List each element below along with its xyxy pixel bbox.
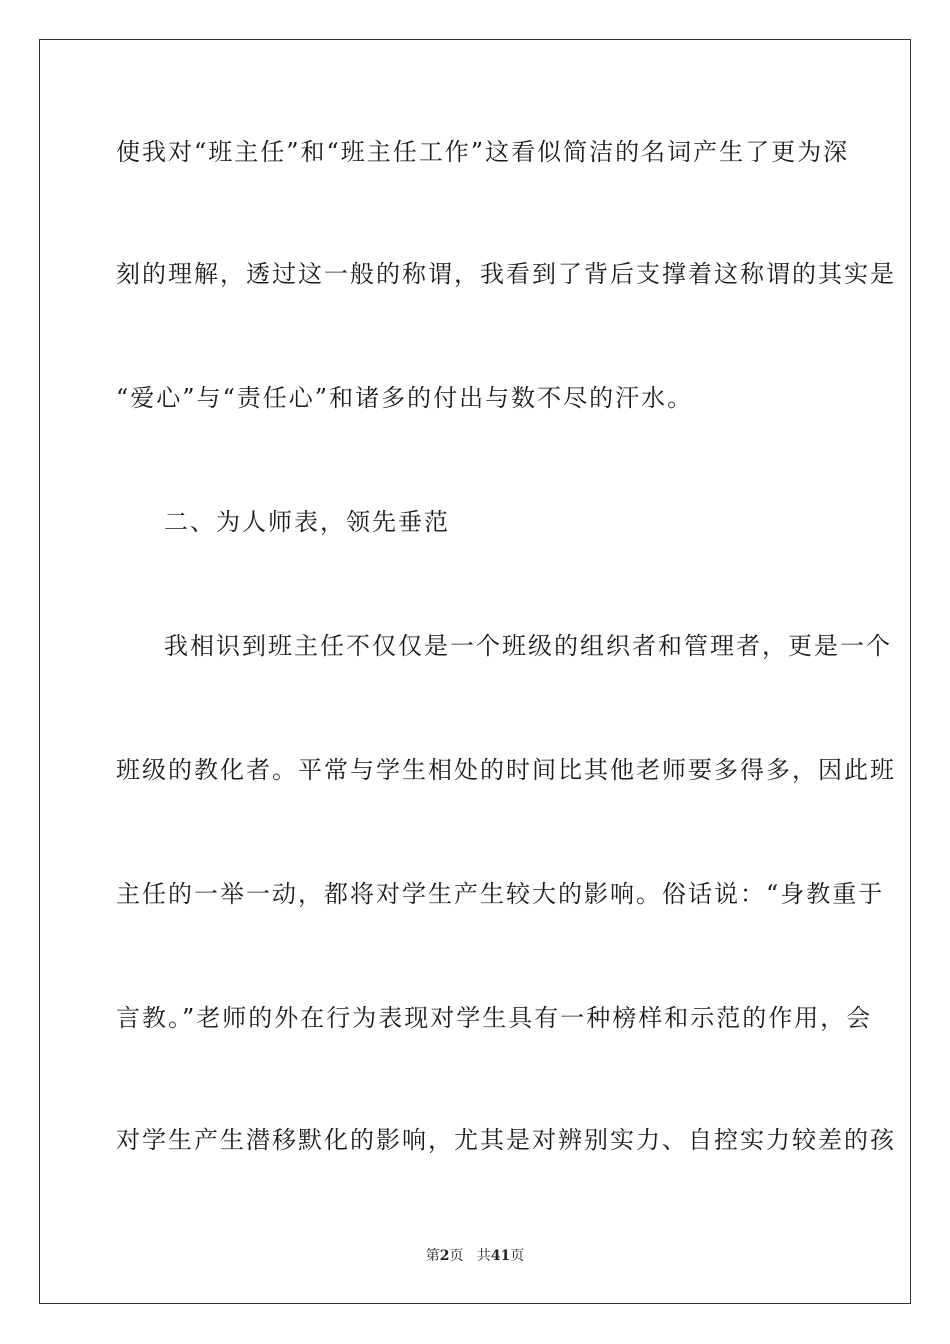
body-text-line: 主任的一举一动，都将对学生产生较大的影响。俗话说：“身教重于: [116, 880, 885, 908]
total-pages: 41: [490, 1248, 511, 1264]
body-text-line: 使我对“班主任”和“班主任工作”这看似简洁的名词产生了更为深: [116, 138, 850, 166]
paragraph-first-line: 我相识到班主任不仅仅是一个班级的组织者和管理者，更是一个: [164, 632, 892, 660]
page-prefix: 第: [425, 1248, 440, 1264]
body-text-line: 刻的理解，透过这一般的称谓，我看到了背后支撑着这称谓的其实是: [116, 260, 896, 288]
page-number: 2: [439, 1248, 450, 1264]
page-border: [39, 39, 911, 1304]
page-footer: [0, 1246, 950, 1266]
total-suffix: 页: [510, 1248, 525, 1264]
body-text-line: 对学生产生潜移默化的影响，尤其是对辨别实力、自控实力较差的孩: [116, 1126, 896, 1154]
section-heading: 二、为人师表，领先垂范: [164, 508, 450, 536]
body-text-line: 班级的教化者。平常与学生相处的时间比其他老师要多得多，因此班: [116, 756, 896, 784]
total-prefix: 共: [476, 1248, 491, 1264]
page-suffix: 页: [449, 1248, 464, 1264]
body-text-line: “爱心”与“责任心”和诸多的付出与数不尽的汗水。: [116, 384, 694, 412]
body-text-line: 言教。”老师的外在行为表现对学生具有一种榜样和示范的作用，会: [116, 1004, 873, 1032]
